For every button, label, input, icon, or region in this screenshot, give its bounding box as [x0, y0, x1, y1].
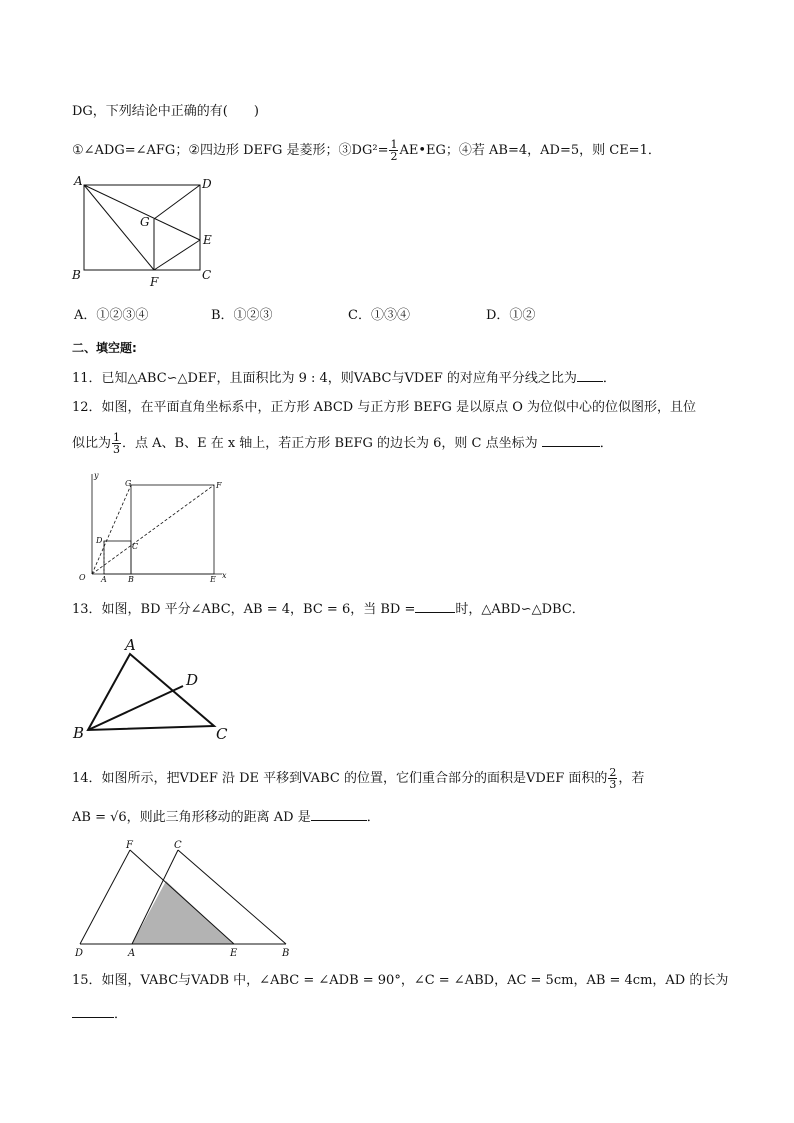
q13-text: 13．如图，BD 平分∠ABC，AB = 4，BC = 6，当 BD = 时，△ABD∽△DBC． [72, 602, 585, 617]
q12-square-befg [131, 485, 214, 574]
q14-segment-df [80, 850, 130, 944]
q14-figure [72, 838, 296, 962]
q12-label-e: E [210, 575, 216, 584]
q14-fraction: $\frac{2}{3}$ [609, 766, 617, 791]
q14-label-b: B [282, 948, 290, 959]
q12-figure [72, 470, 234, 584]
q12-label-g: G [125, 479, 132, 488]
q14-label-a: A [128, 948, 136, 959]
q15-answer-blank[interactable] [72, 1005, 114, 1018]
q13-label-a: A [125, 638, 136, 654]
q14-line2: AB = √6，则此三角形移动的距离 AD 是 ． [72, 810, 380, 825]
q10-label-b: B [72, 268, 81, 282]
q10-option-c[interactable]: C．①③④ [348, 308, 410, 323]
q12-label-f: F [216, 481, 222, 490]
q12-line1: 12．如图，在平面直角坐标系中，正方形 ABCD 与正方形 BEFG 是以原点 O 为位似中心的位似图形，且位 [72, 400, 696, 415]
q13-label-c: C [216, 725, 228, 743]
q10-label-a: A [74, 174, 83, 188]
q10-fraction: $\frac{1}{2}$ [390, 138, 398, 163]
q13-label-d: D [186, 671, 199, 689]
q10-label-f: F [150, 275, 159, 289]
q12-label-b: B [128, 575, 134, 584]
q12-line2: 似比为 $\frac{1}{3}$ ．点 A、B、E 在 x 轴上，若正方形 BEFG 的边长为 6，则 C 点坐标为 ． [72, 431, 613, 456]
q14-label-e: E [230, 948, 238, 959]
q12-label-o: O [79, 573, 86, 582]
q12-label-c: C [132, 542, 139, 551]
q10-label-d: D [202, 177, 212, 191]
section-heading: 二、填空题: [72, 341, 137, 355]
q12-answer-blank[interactable] [542, 434, 600, 447]
q10-stem: DG，下列结论中正确的有( ) [72, 104, 259, 119]
q12-label-a: A [101, 575, 107, 584]
q10-label-g: G [140, 215, 150, 229]
q12-square-abcd [104, 541, 131, 574]
q13-answer-blank[interactable] [415, 600, 455, 613]
q13-figure [70, 638, 240, 746]
q10-figure [68, 174, 228, 292]
q14-answer-blank[interactable] [311, 808, 367, 821]
q11-text: 11．已知△ABC∽△DEF，且面积比为 9 : 4，则VABC与VDEF 的对应角平分线之比为 ． [72, 371, 616, 386]
q13-segment-bd [88, 686, 183, 730]
q10-option-a[interactable]: A．①②③④ [74, 308, 149, 323]
q10-segment-ae [84, 185, 200, 240]
q14-label-c: C [174, 840, 182, 851]
q10-segment-gd [154, 185, 200, 219]
q12-dashed-of [92, 485, 214, 574]
q12-label-y: y [94, 471, 99, 480]
q12-label-x: x [222, 571, 227, 580]
q10-option-b[interactable]: B．①②③ [211, 308, 273, 323]
q14-label-d: D [75, 948, 84, 959]
q10-statements: ①∠ADG=∠AFG；②四边形 DEFG 是菱形；③DG²= $\frac{1}{2}$ AE•EG；④若 AB=4，AD=5，则 CE=1． [72, 138, 661, 163]
q13-label-b: B [73, 724, 85, 742]
q10-segment-fe [154, 240, 200, 270]
q12-label-d: D [96, 536, 103, 545]
q14-label-f: F [126, 840, 133, 851]
q12-dashed-og [92, 485, 131, 574]
q12-fraction: $\frac{1}{3}$ [113, 431, 121, 456]
q11-answer-blank[interactable] [577, 369, 603, 382]
q15-line2: ． [72, 1005, 127, 1023]
q13-triangle-abc [88, 654, 214, 730]
q14-line1: 14．如图所示，把VDEF 沿 DE 平移到VABC 的位置，它们重合部分的面积是VDEF 面积的 $\frac{2}{3}$ ，若 [72, 766, 645, 791]
q10-option-d[interactable]: D．①② [486, 308, 536, 323]
q15-line1: 15．如图，VABC与VADB 中，∠ABC = ∠ADB = 90°，∠C = ∠ABD，AC = 5cm，AB = 4cm，AD 的长为 [72, 973, 729, 988]
q10-label-c: C [202, 268, 212, 282]
q10-label-e: E [203, 233, 212, 247]
